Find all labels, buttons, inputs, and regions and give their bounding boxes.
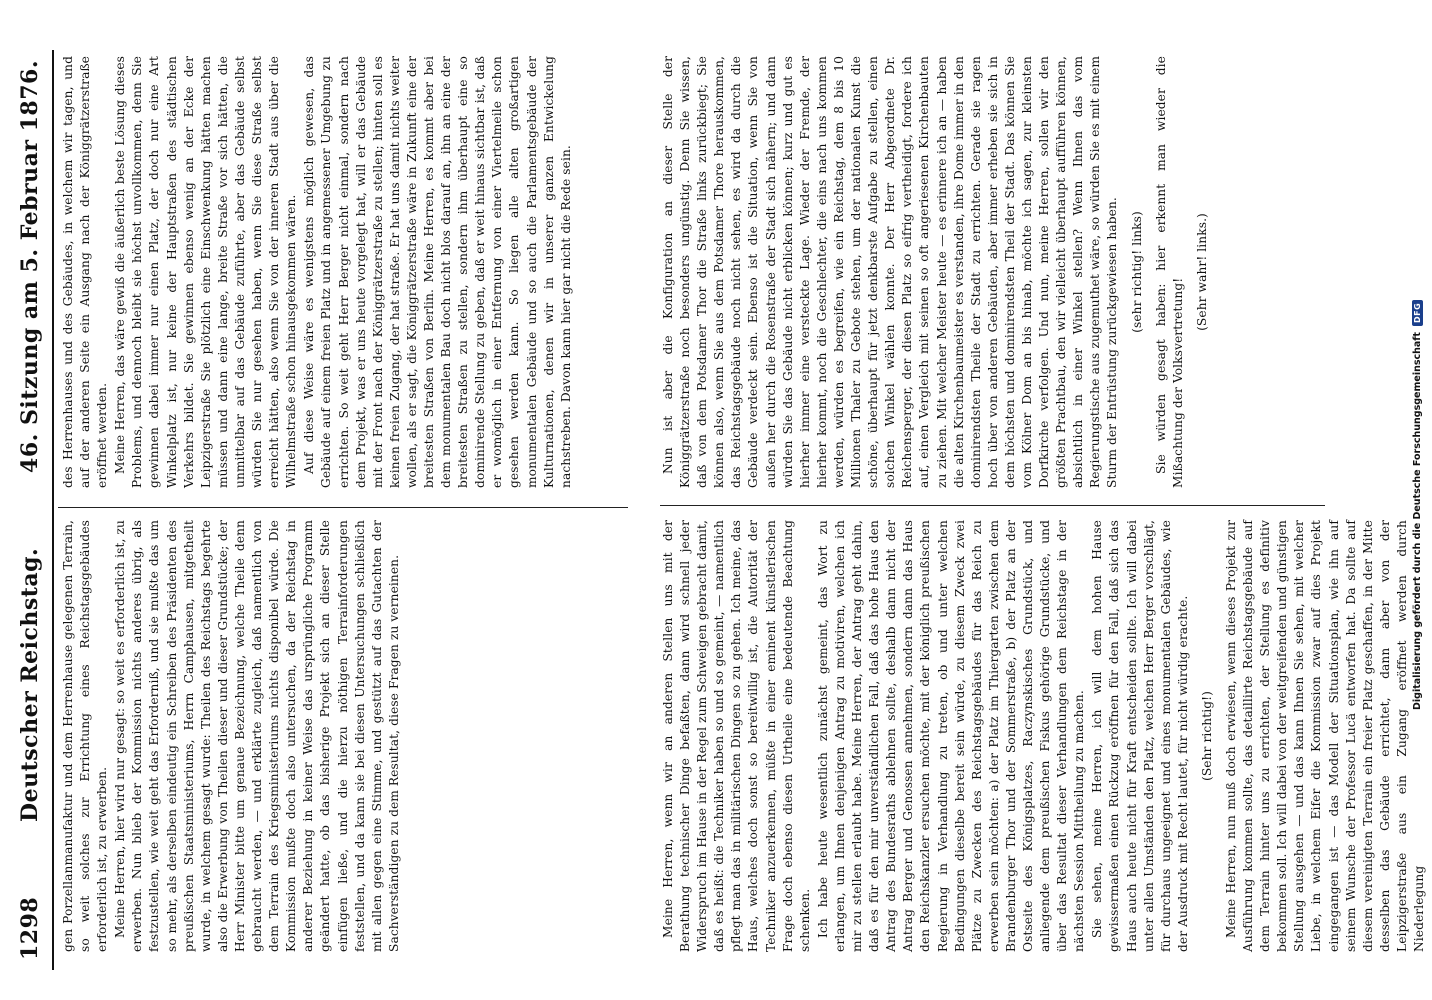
digitization-text: Digitalisierung gefördert durch die Deutsche Forschungsgemeinschaft bbox=[1411, 332, 1423, 710]
paragraph: Meine Herren, hier wird nur gesagt: so weit es erforderlich ist, zu erwerben. Nun blieb der Kommission nichts anderes übrig, als festzustellen, wie weit geht das Erforderniß, und sie mußte das um so mehr, als derselben eindeutig ein Schreiben des Präsidenten des preußischen Staatsministeriums, Herrn Camphausen, mitgetheilt wurde, in welchem gesagt wurde: Theilen des Reichstags begehrte also die Erwerbung von Theilen dieser und dieser Grundstücke; der Herr Minister bitte um genaue Bezeichnung, welche Theile denn gebraucht werden, — und erklärte zugleich, daß namentlich von dem Terrain des Kriegsministeriums nichts disponibel würde. Die Kommission mußte doch also untersuchen, da der Reichstag in anderer Beziehung in keiner Weise das ursprüngliche Programm geändert hatte, ob das bisherige Projekt sich an dieser Stelle einfügen ließe, und die hierzu nöthigen Terrainforderungen feststellen, und da kann sie bei diesen Untersuchungen schließlich mit allen gegen eine Stimme, und gestützt auf das Gutachten der Sachverständigen zu dem Resultat, diese Fragen zu verneinen. bbox=[113, 520, 401, 952]
paragraph: Auf diese Weise wäre es wenigstens möglich gewesen, das Gebäude auf einem freien Platz und in angemessener Umgebung zu errichten. So weit geht Herr Berger nicht einmal, sondern nach dem Projekt, was er uns heute vorgelegt hat, will er das Gebäude mit der Front nach der Königgrätzerstraße zu stellen; hinten soll es keinen freien Zugang, der hat straße. Er hat uns damit nichts weiter wollen, als er sagt, die Königgrätzerstraße wäre in Zukunft eine der breitesten Straßen von Berlin. Meine Herren, es kommt aber bei dem monumentalen Bau doch nicht blos darauf an, ihn an eine der breitesten Straßen zu stellen, sondern ihm überhaupt eine so dominirende Stellung zu geben, daß er weit hinaus sichtbar ist, daß er womöglich in einer Entfernung von einer Viertelmeile schon gesehen werden kann. So liegen alle alten großartigen monumentalen Gebäude und so auch die Parlamentsgebäude der Kulturnationen, denen wir in unserer ganzen Entwickelung nachstreben. Davon kann hier gar nicht die Rede sein. bbox=[302, 56, 573, 488]
paragraph: Nun ist aber die Konfiguration an dieser Stelle der Königgrätzerstraße noch besonders ungünstig. Denn Sie wissen, daß von dem Potsdamer Thor die Straße links zurückbiegt; Sie können also, wenn Sie aus dem Potsdamer Thore herauskommen, das Reichstagsgebäude noch nicht sehen, es wird da durch die Gebäude verdeckt sein. Ebenso ist die Situation, wenn Sie von außen her durch die Rosenstraße der Stadt sich nähern; und dann würden Sie das Gebäude nicht erblicken können; kurz und gut es hierher immer eine versteckte Lage. Wieder der Fremde, der hierher kommt, noch die Geschlechter, die eins nach uns kommen werden, würden es begreifen, wie ein Reichstag, dem 8 bis 10 Millionen Thaler zu Gebote stehen, um der nationalen Kunst die schöne, überhaupt für jetzt denkbarste Aufgabe zu stellen, einen solchen Winkel wählen konnte. Der Herr Abgeordnete Dr. Reichensperger, der diesen Platz so eifrig vertheidigt, fordere ich auf, einen Vergleich mit seinen so oft angeriesenen Kirchenbauten zu ziehen. Mit welcher Meister heute — es erinnere ich an — haben die alten Kirchenbaumeister es verstanden, ihre Dome immer in den dominirendsten Theile der Stadt zu errichten. Gerade sie ragen hoch über von anderen Gebäuden, aber immer erheben sie sich in dem höchsten und dominirendsten Theil der Stadt. Das können Sie vom Kölner Dom an bis hinab, möchte ich sagen, zur kleinsten Dorfkirche verfolgen. Und nun, meine Herren, sollen wir den größten Prachtbau, den wir vielleicht überhaupt aufführen können, absichtlich in einer Winkel stellen? Wenn Ihnen das vom Regierungstische aus zugemuthet wäre, so würden Sie es mit einem Sturm der Entrüstung zurückgewiesen haben. bbox=[661, 56, 1120, 488]
header-rule bbox=[52, 50, 54, 970]
session-title: 46. Sitzung am 5. Februar 1876. bbox=[17, 60, 43, 473]
interjection: (Sehr wahr! links.) bbox=[1194, 213, 1209, 331]
interjection: (sehr richtig! links) bbox=[1129, 211, 1144, 333]
dfg-logo: DFG bbox=[1412, 300, 1423, 326]
paragraph: Sie sehen, meine Herren, ich will dem hohen Hause gewissermaßen einen Rückzug eröffnen für den Fall, daß sich das Haus auch heute nicht für Kraft entscheiden sollte. Ich will dabei unter allen Umständen den Platz, welchen Herr Berger vorschlägt, für durchaus ungeeignet und eines monumentalen Gebäudes, wie der Ausdruck mit Recht lautet, für nicht würdig erachte. bbox=[1090, 520, 1190, 952]
column-upper-right bbox=[60, 56, 620, 488]
paragraph: Meine Herren, wenn wir an anderen Stellen uns mit der Berathung technischer Dinge befaßten, dann wird schnell jeder Widerspruch im Hause in der Regel zum Schweigen gebracht damit, daß es heißt: die Techniker haben so und so gemeint, — namentlich pflegt man das in militärischen Dingen so zu gehen. Ich meine, das Haus, welches doch sonst so bereitwillig ist, die Autorität der Techniker anzuerkennen, müßte in einer eminent künstlerischen Frage doch ebenso diesen Urtheile eine bedeutende Beachtung schenken. bbox=[661, 520, 812, 952]
column-divider-lower bbox=[660, 505, 1325, 506]
paragraph: gen Porzellanmanufaktur und dem Herrenhause gelegenen Terrain, so weit solches zur Errichtung eines Reichstagsgebäudes erforderlich ist, zu erwerben. bbox=[61, 520, 110, 952]
digitization-credit bbox=[1405, 0, 1429, 1000]
journal-title: Deutscher Reichstag. bbox=[17, 547, 43, 822]
page-header bbox=[10, 60, 50, 960]
paragraph: des Herrenhauses und des Gebäudes, in welchem wir tagen, und auf der anderen Seite ein Ausgang nach der Königgrätzerstraße eröffnet werden. bbox=[61, 56, 110, 488]
paragraph: Meine Herren, das wäre gewiß die äußerlich beste Lösung dieses Problems, und dennoch bleibt sie höchst unvollkommen, denn Sie gewinnen dabei immer nur einen Platz, der doch nur eine Art Winkelplatz ist, nur keine der Hauptstraßen des städtischen Verkehrs bildet. Sie gewinnen ebenso wenig an der Ecke der Leipzigerstraße Sie plötzlich eine Einschwenkung hätten machen müssen und dann eine lange, breite Straße vor sich hätten, die unmittelbar auf das Gebäude zuführte, aber das Gebäude selbst würden Sie nur gesehen haben, wenn Sie diese Straße selbst erreicht hätten, also wenn Sie von der inneren Stadt aus über die Wilhelmstraße schon hinausgekommen wären. bbox=[113, 56, 299, 488]
paragraph: Ich habe heute wesentlich zunächst gemeint, das Wort zu erlangen, um Ihnen denjenigen Antrag zu motiviren, welchen ich mir zu stellen erlaubt habe. Meine Herren, der Antrag geht dahin, daß es für den mir unverständlichen Fall, daß das hohe Haus den Antrag des Bundesraths ablehnen sollte, deshalb dann nicht der Antrag Berger und Genossen annehmen, sondern dann das Haus den Reichskanzler ersuchen möchte, mit der königlich preußischen Regierung in Verhandlung zu treten, ob und unter welchen Bedingungen dieselbe bereit sein würde, zu diesem Zweck zwei Plätze zu Zwecken des Reichstagsgebäudes für das Reich zu erwerben sein möchten: a) der Platz im Thiergarten zwischen dem Brandenburger Thor und der Sommerstraße, b) der Platz an der Ostseite des Königsplatzes, Raczynskisches Grundstück, und anliegende dem preußischen Fiskus gehörige Grundstücke, und über das Resultat dieser Verhandlungen dem Reichstage in der nächsten Session Mittheilung zu machen. bbox=[815, 520, 1087, 952]
interjection: (Sehr richtig!) bbox=[1199, 691, 1214, 782]
column-divider-upper bbox=[58, 507, 628, 508]
column-upper-left bbox=[60, 520, 620, 952]
column-lower-right bbox=[660, 56, 1325, 488]
page-number: 1298 bbox=[17, 896, 43, 960]
paragraph: Meine Herren, nun muß doch erwiesen, wenn dieses Projekt zur Ausführung kommen sollte, das detaillirte Reichstagsgebäude auf dem Terrain hinter uns zu errichten, der Stellung es definitiv bekommen soll. Ich will dabei von der weitgreifenden und günstigen Stellung ausgehen — und das kann Ihnen Sie sehen, mit welcher Liebe, in welchem Eifer die Kommission zwar auf dies Projekt eingegangen ist — das Modell der Situationsplan, wie ihn auf seinem Wunsche der Professor Lucä entworfen hat. Da sollte auf diesem vereinigten Terrain ein freier Platz geschaffen, in der Mitte desselben das Gebäude errichtet, dann aber von der Leipzigerstraße aus ein Zugang eröffnet werden durch Niederlegung bbox=[1224, 520, 1427, 952]
paragraph: Sie würden gesagt haben: hier erkennt man wieder die Mißachtung der Volksvertretung! bbox=[1153, 56, 1185, 488]
